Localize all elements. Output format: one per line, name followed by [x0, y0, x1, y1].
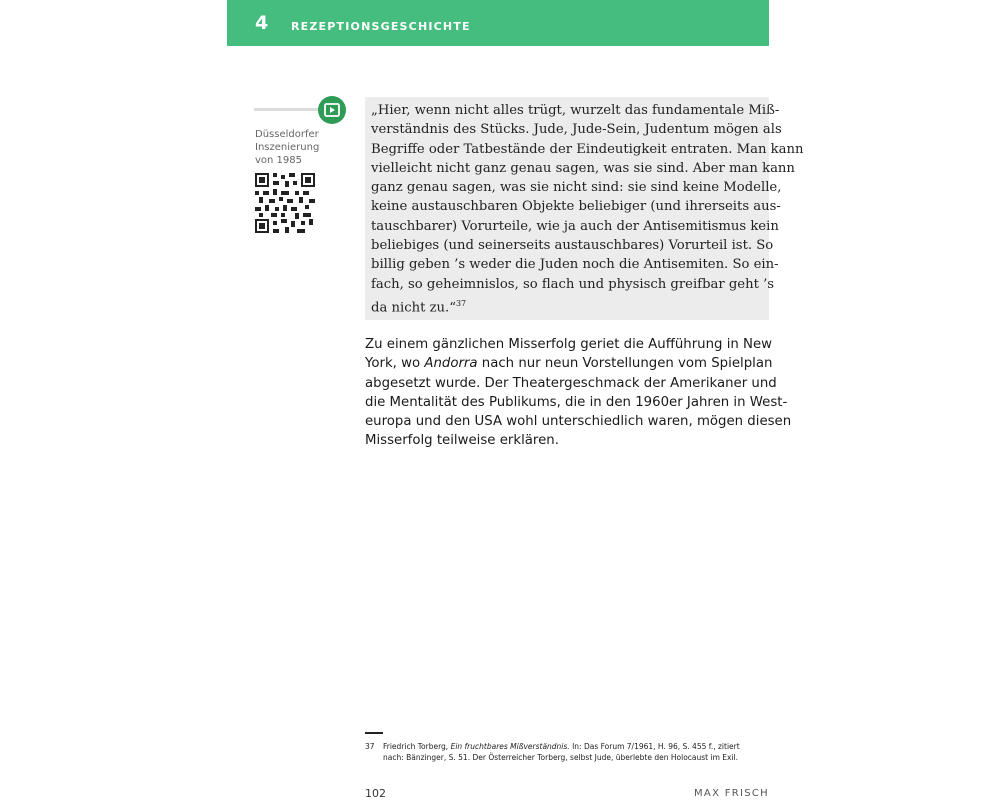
- quote-line: vielleicht nicht ganz genau sagen, was sie sind. Aber man kann: [371, 160, 795, 176]
- caption-line: Düsseldorfer: [255, 129, 319, 140]
- quote-line: da nicht zu.“: [371, 300, 456, 316]
- caption-line: von 1985: [255, 155, 303, 166]
- quote-line: Begriffe oder Tatbestände der Eindeutigkeit entraten. Man kann: [371, 141, 804, 157]
- footnote-reference[interactable]: 37: [455, 298, 467, 308]
- page-number: 102: [365, 787, 386, 800]
- chapter-title: REZEPTIONSGESCHICHTE: [291, 20, 471, 33]
- body-line: York, wo Andorra nach nur neun Vorstellungen vom Spielplan: [365, 356, 773, 372]
- quote-line: billig geben ’s weder die Juden noch die Antisemiten. So ein-: [371, 257, 779, 273]
- footnote-title: Ein fruchtbares Mißverständnis.: [450, 742, 570, 751]
- quote-line: tauschbarer) Vorurteile, wie ja auch der Antisemitismus kein: [371, 218, 779, 234]
- play-video-icon[interactable]: [318, 96, 346, 124]
- media-divider-line: [254, 108, 322, 111]
- footnote-line: nach: Bänzinger, S. 51. Der Österreicher Torberg, selbst Jude, überlebte den Holocaust im Exil.: [383, 753, 738, 762]
- quote-line: keine austauschbaren Objekte beliebiger (und ihrerseits aus-: [371, 199, 781, 215]
- quote-text: [371, 101, 804, 318]
- body-line: die Mentalität des Publikums, die in den 1960er Jahren in West-: [365, 394, 788, 410]
- quote-line: „Hier, wenn nicht alles trügt, wurzelt das fundamentale Miß-: [371, 103, 780, 118]
- quote-line-last: [371, 294, 765, 318]
- footnote-rule: [365, 732, 383, 734]
- qr-code[interactable]: [255, 173, 315, 233]
- quote-line: beliebiges (und seinerseits austauschbares) Vorurteil ist. So: [371, 238, 774, 254]
- body-line: europa und den USA wohl unterschiedlich waren, mögen diesen: [365, 414, 792, 430]
- work-title: Andorra: [424, 356, 478, 372]
- body-line: abgesetzt wurde. Der Theatergeschmack der Amerikaner und: [365, 375, 777, 391]
- caption-line: Inszenierung: [255, 142, 320, 153]
- quote-line: fach, so geheimnislos, so flach und physisch greifbar geht ’s: [371, 276, 775, 292]
- body-line: Zu einem gänzlichen Misserfolg geriet die Aufführung in New: [365, 337, 773, 352]
- footnote-text: [383, 741, 771, 763]
- running-footer-title: MAX FRISCH: [694, 788, 769, 799]
- chapter-number: 4: [255, 12, 269, 34]
- body-line: Misserfolg teilweise erklären.: [365, 433, 559, 449]
- chapter-header: [227, 0, 769, 46]
- quote-line: ganz genau sagen, was sie nicht sind: sie sind keine Modelle,: [371, 180, 782, 196]
- body-paragraph: [365, 335, 792, 451]
- footnote-number: 37: [365, 742, 375, 751]
- footnote-line: Friedrich Torberg, Ein fruchtbares Mißverständnis. In: Das Forum 7/1961, H. 96, S. 455 f., zitiert: [383, 742, 740, 751]
- media-caption: [255, 128, 335, 167]
- quote-box: [365, 97, 804, 320]
- quote-line: verständnis des Stücks. Jude, Jude-Sein, Judentum mögen als: [371, 122, 782, 138]
